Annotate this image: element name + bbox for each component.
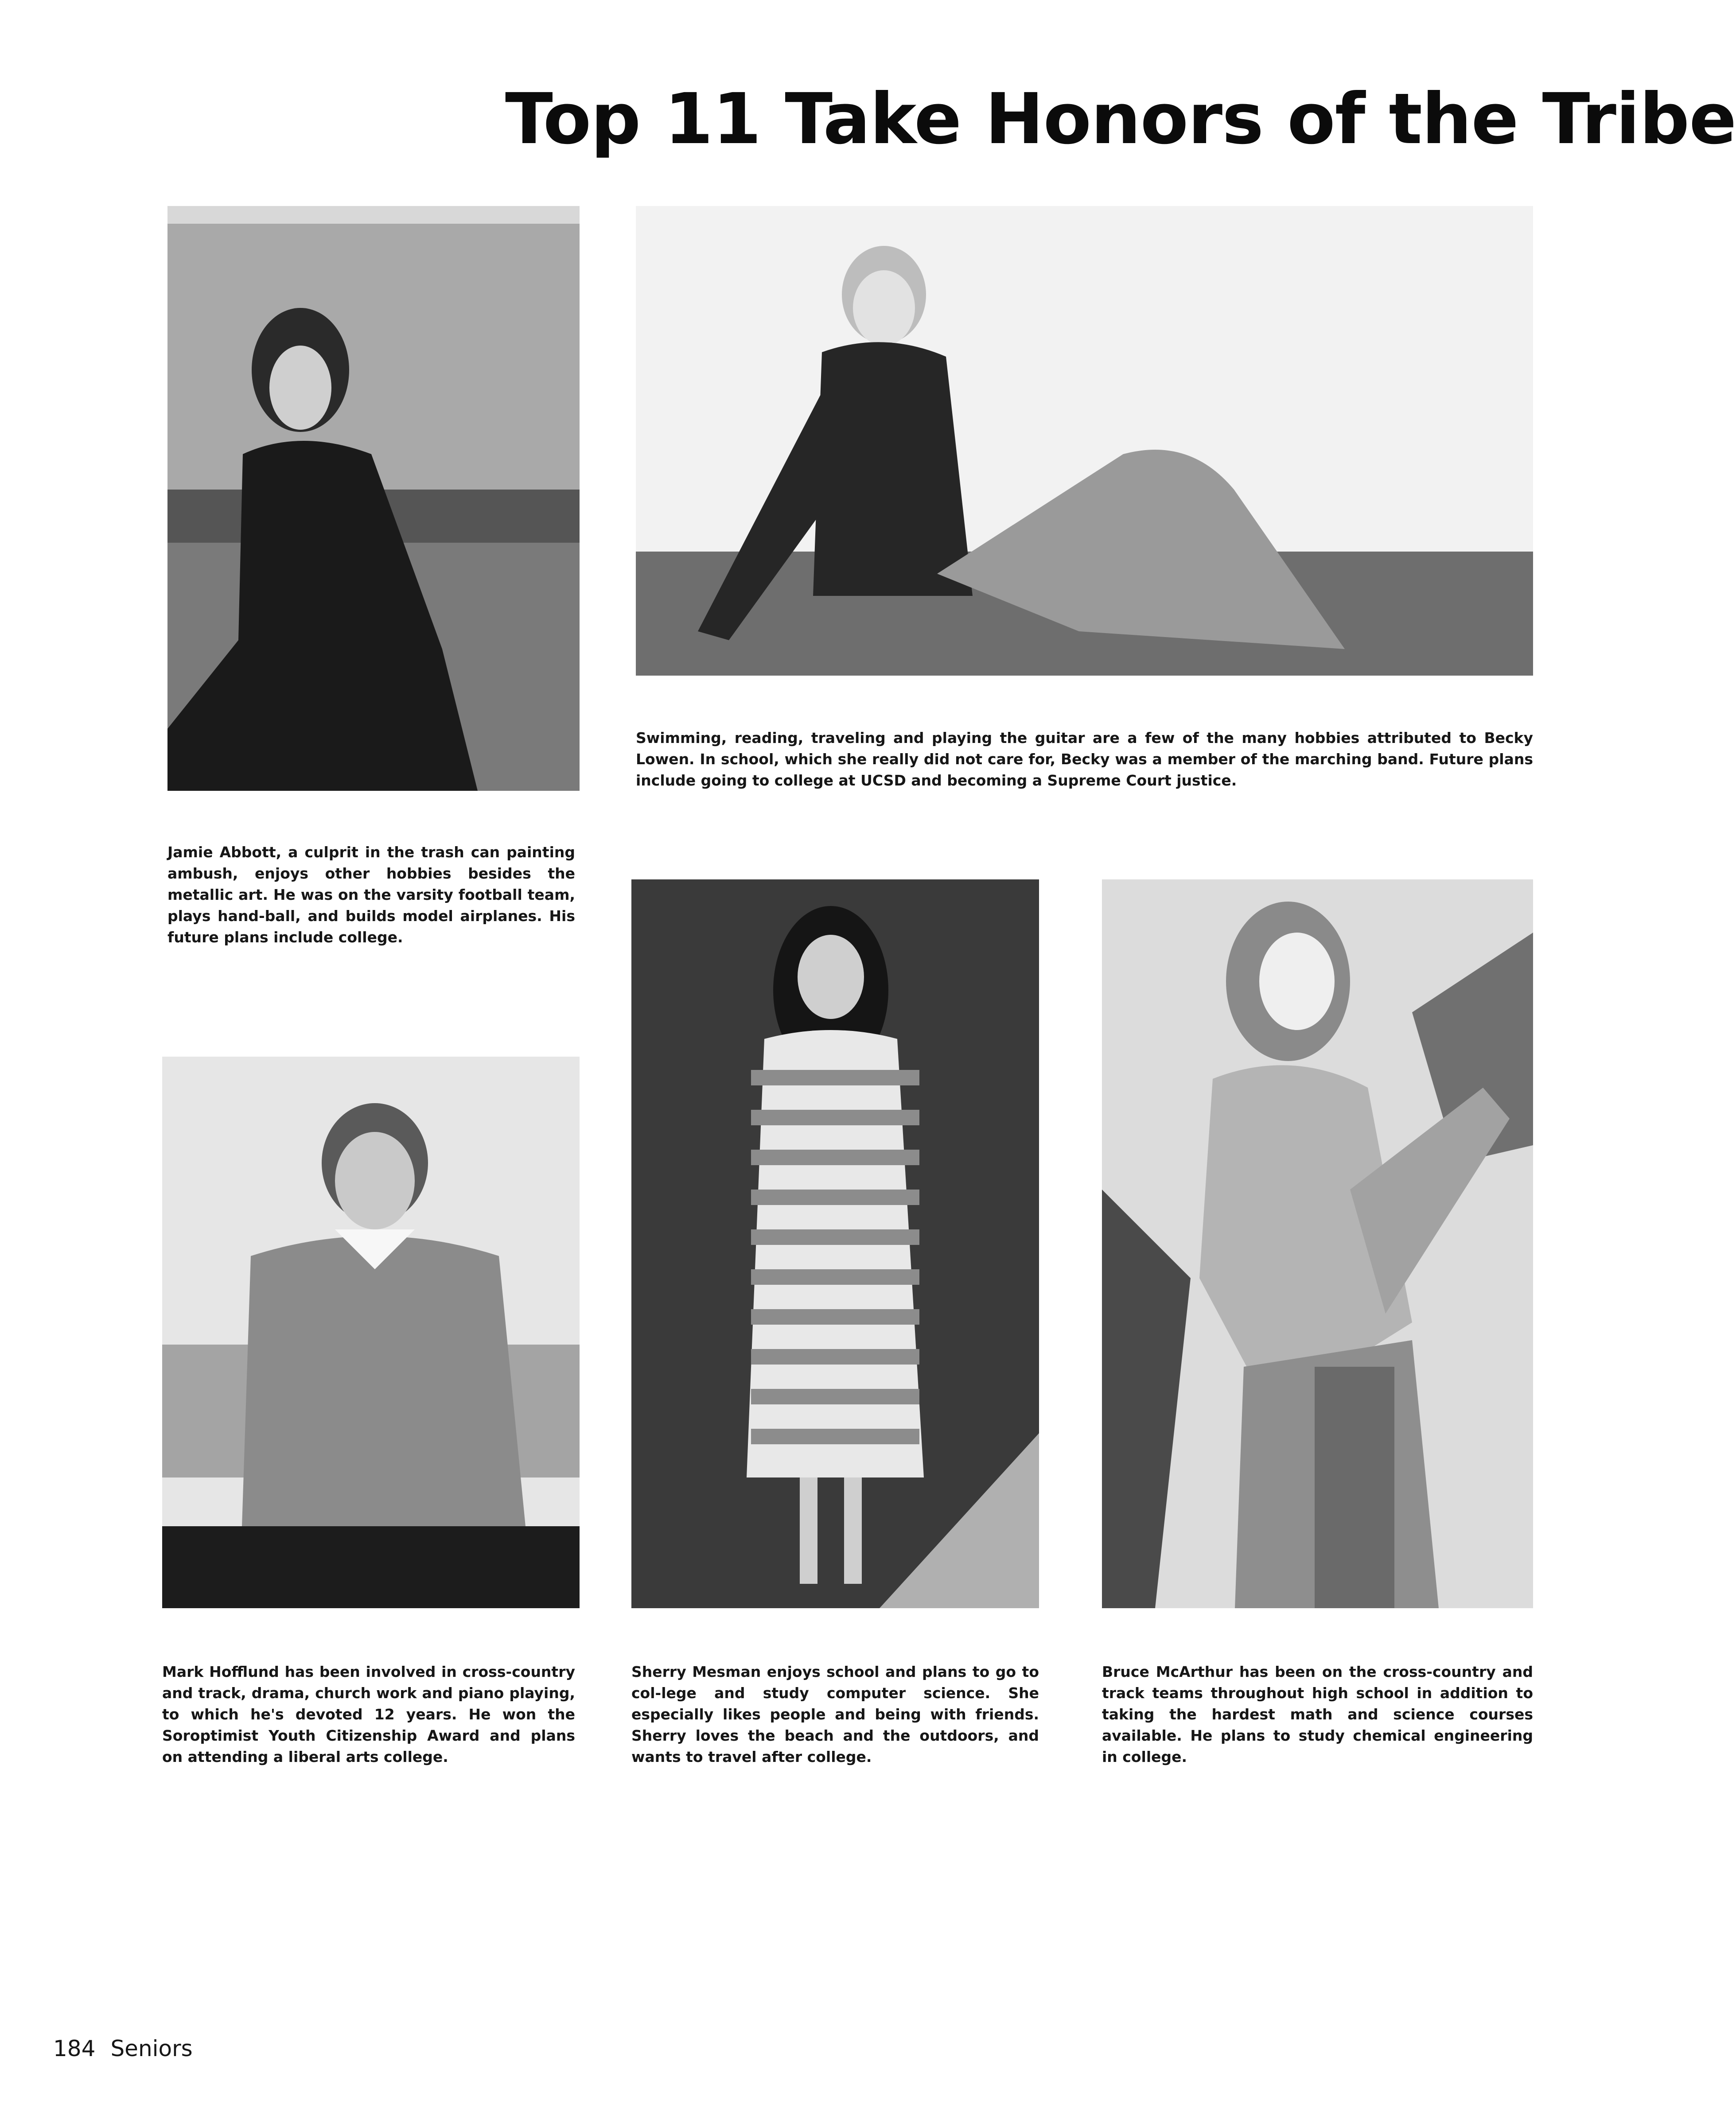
caption-mark-hofflund: Mark Hofflund has been involved in cross-country and track, drama, church work and piano playing, to which he's devoted 12 years. He won the Soroptimist Youth Citizenship Award and plans on attending a liberal arts college. <box>162 1663 575 1765</box>
portrait-image <box>167 206 580 791</box>
photo-mark-hofflund <box>162 1057 580 1608</box>
portrait-image <box>631 879 1039 1608</box>
page-number: 184 <box>53 2036 96 2061</box>
caption-becky-lowen: Swimming, reading, traveling and playing the guitar are a few of the many hobbies attributed to Becky Lowen. In school, which she really did not care for, Becky was a member of the marching band. Future plans include going to college at UCSD and becoming a Supreme Court justice. <box>636 729 1533 789</box>
photo-sherry-mesman <box>631 879 1039 1608</box>
portrait-image <box>162 1057 580 1608</box>
section-name: Seniors <box>110 2036 193 2061</box>
caption-bruce-mcarthur: Bruce McArthur has been on the cross-country and track teams throughout high school in addition to taking the hardest math and science courses available. He plans to study chemical engineering in college. <box>1102 1663 1533 1765</box>
photo-bruce-mcarthur <box>1102 879 1533 1608</box>
portrait-image <box>1102 879 1533 1608</box>
page-title: Top 11 Take Honors of the Tribe <box>505 78 1736 160</box>
portrait-image <box>636 206 1533 676</box>
photo-becky-lowen <box>636 206 1533 676</box>
page-footer <box>53 2036 208 2061</box>
photo-jamie-abbott <box>167 206 580 791</box>
caption-jamie-abbott: Jamie Abbott, a culprit in the trash can painting ambush, enjoys other hobbies besides the metallic art. He was on the varsity football team, plays hand-ball, and builds model airplanes. His future plans include college. <box>167 844 575 946</box>
caption-sherry-mesman: Sherry Mesman enjoys school and plans to go to col-lege and study computer science. She especially likes people and being with friends. Sherry loves the beach and the outdoors, and wants to travel after college. <box>631 1663 1039 1765</box>
